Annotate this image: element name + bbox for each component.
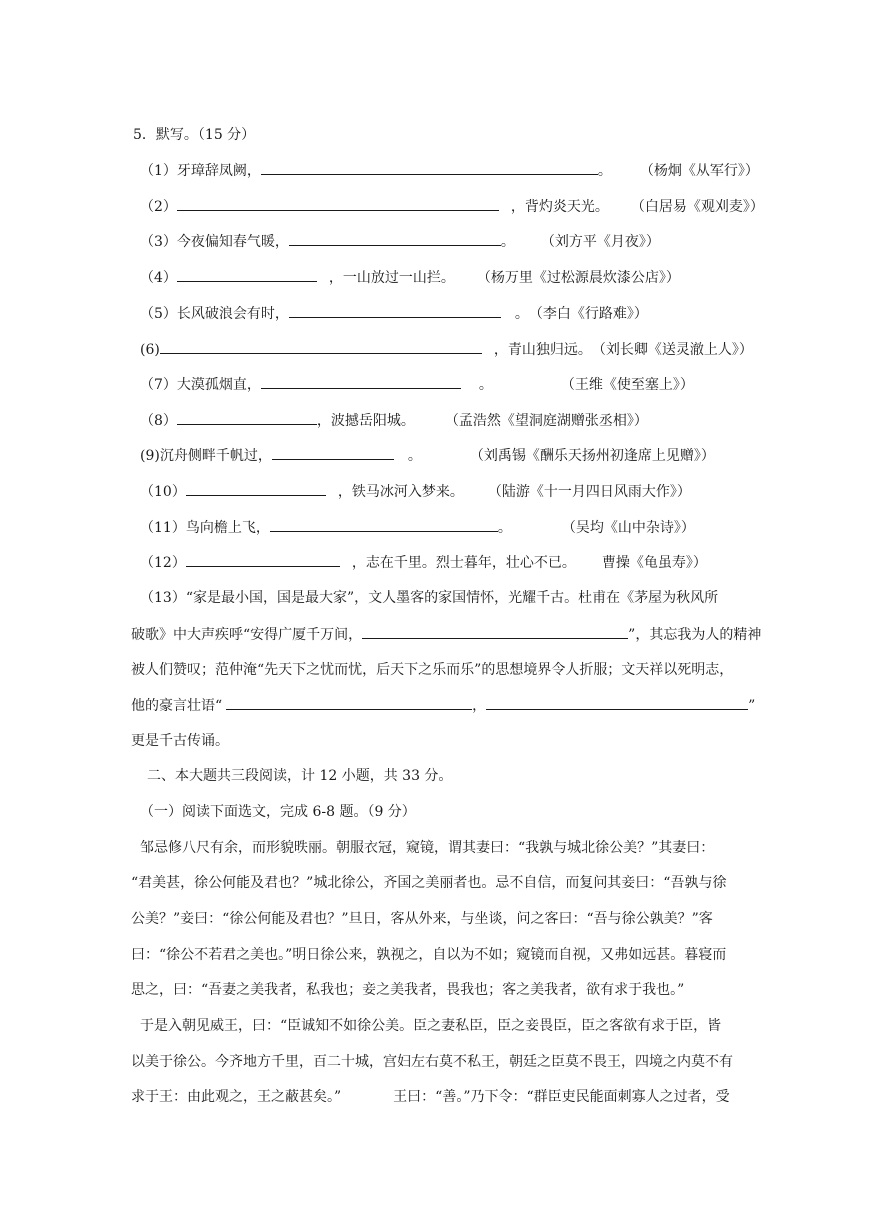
answer-blank[interactable] <box>270 518 498 532</box>
item-source: （白居易《观刈麦》） <box>630 199 764 215</box>
answer-blank[interactable] <box>177 197 499 211</box>
dictation-item-13-line-1: （13）“家是最小国，国是最大家”，文人墨客的家国情怀，光耀千古。杜甫在《茅屋为秋风所 <box>140 590 719 606</box>
passage-line: 公美？”妾曰：“徐公何能及君也？”旦日，客从外来，与坐谈，问之客曰：“吾与徐公孰美？”客 <box>131 911 713 927</box>
item-suffix: 。 <box>407 448 422 464</box>
dictation-item-5 <box>140 304 648 323</box>
item-suffix: 。 <box>478 377 493 393</box>
item-source: （刘禹锡《酬乐天扬州初逢席上见赠》） <box>469 448 715 464</box>
item-number: （8） <box>140 413 177 429</box>
item-source: （吴均《山中杂诗》） <box>561 520 695 536</box>
answer-blank[interactable] <box>186 482 326 496</box>
item-source: （杨万里《过松源晨炊漆公店》） <box>476 270 680 286</box>
answer-blank[interactable] <box>261 161 598 175</box>
item-number: (9) <box>140 448 160 464</box>
passage-line <box>131 839 714 857</box>
passage-text: 邹忌修八尺有余，而形貌昳丽。朝服衣冠，窥镜，谓其妻曰：“我孰与城北徐公美？”其妻曰： <box>140 840 715 856</box>
passage-text: 王曰：“善。”乃下令：“群臣吏民能面刺寡人之过者，受 <box>393 1089 730 1105</box>
item-number: （11） <box>140 520 186 536</box>
answer-blank[interactable] <box>177 411 317 425</box>
answer-blank[interactable] <box>226 696 472 710</box>
dictation-item-13-line-5: 更是千古传诵。 <box>131 733 229 749</box>
dictation-item-1 <box>140 161 759 180</box>
item-number: （5） <box>140 306 177 322</box>
passage-line: 于是入朝见威王，曰：“臣诚知不如徐公美。臣之妻私臣，臣之妾畏臣，臣之客欲有求于臣，皆 <box>140 1018 722 1034</box>
answer-blank[interactable] <box>177 268 317 282</box>
answer-blank[interactable] <box>272 446 394 460</box>
item-suffix: ，一山放过一山拦。 <box>328 270 455 286</box>
item-suffix: 。 <box>514 306 529 322</box>
dictation-item-8 <box>140 411 648 430</box>
item-source: （陆游《十一月四日风雨大作》） <box>487 484 691 500</box>
item-source: （王维《使至塞上》） <box>560 377 694 393</box>
item-suffix: ，波撼岳阳城。 <box>316 413 415 429</box>
item-source: （李白《行路难》） <box>528 306 648 322</box>
dictation-item-3 <box>140 232 660 251</box>
answer-blank[interactable] <box>289 232 501 246</box>
item-suffix: ”，其忘我为人的精神 <box>628 627 762 643</box>
item-prefix: 今夜偏知春气暖， <box>176 234 289 250</box>
item-number: （7） <box>140 377 177 393</box>
answer-blank[interactable] <box>261 375 461 389</box>
answer-blank[interactable] <box>486 696 748 710</box>
item-suffix: 。 <box>597 163 612 179</box>
dictation-item-11 <box>140 518 695 537</box>
item-number: （4） <box>140 270 177 286</box>
dictation-item-13-line-2 <box>131 625 761 644</box>
dictation-item-2 <box>140 197 764 216</box>
item-suffix: ” <box>748 698 756 714</box>
dictation-item-4 <box>140 268 680 287</box>
item-number: （1） <box>140 163 177 179</box>
section-2-heading: 二、本大题共三段阅读，计 12 小题，共 33 分。 <box>147 768 453 784</box>
item-suffix: 。 <box>497 520 512 536</box>
answer-blank[interactable] <box>160 340 482 354</box>
dictation-item-13-line-4 <box>131 696 755 715</box>
reading-1-instructions: （一）阅读下面选文，完成 6-8 题。（9 分） <box>140 804 416 820</box>
item-prefix: 大漠孤烟直， <box>176 377 261 393</box>
item-suffix: 。 <box>500 234 515 250</box>
passage-text: 求于王：由此观之，王之蔽甚矣。” <box>131 1089 342 1105</box>
item-number: （2） <box>140 199 177 215</box>
item-suffix: ，背灼炎天光。 <box>510 199 609 215</box>
dictation-item-13-line-3: 被人们赞叹；范仲淹“先天下之忧而忧，后天下之乐而乐”的思想境界令人折服；文天祥以死明志， <box>131 662 734 678</box>
item-prefix: 鸟向檐上飞， <box>185 520 270 536</box>
dictation-item-10 <box>140 482 691 501</box>
item-source: （刘长卿《送灵澈上人》） <box>591 342 753 358</box>
passage-line: 曰：“徐公不若君之美也。”明日徐公来，孰视之，自以为不如；窥镜而自视，又弗如远甚。暮寝而 <box>131 947 727 963</box>
answer-blank[interactable] <box>362 625 628 639</box>
dictation-item-9 <box>140 446 715 465</box>
item-mid: ， <box>472 698 487 714</box>
answer-blank[interactable] <box>289 304 501 318</box>
item-source: （杨炯《从军行》） <box>639 163 759 179</box>
passage-line: “君美甚，徐公何能及君也？”城北徐公，齐国之美丽者也。忌不自信，而复问其妾曰：“吾孰与徐 <box>131 875 727 891</box>
item-source: （刘方平《月夜》） <box>540 234 660 250</box>
item-number: （10） <box>140 484 186 500</box>
item-source: 曹操《龟虽寿》） <box>601 555 707 571</box>
item-prefix: 长风破浪会有时， <box>176 306 289 322</box>
item-source: （孟浩然《望洞庭湖赠张丞相》） <box>444 413 648 429</box>
item-prefix: 他的豪言壮语“ <box>131 698 223 714</box>
dictation-item-7 <box>140 375 694 394</box>
item-number: （3） <box>140 234 177 250</box>
item-number: (6) <box>140 342 160 358</box>
item-prefix: 破歌》中大声疾呼“安得广厦千万间， <box>131 627 363 643</box>
item-suffix: ，志在千里。烈士暮年，壮心不已。 <box>351 555 576 571</box>
item-suffix: ，铁马冰河入梦来。 <box>337 484 464 500</box>
item-suffix: ，青山独归远。 <box>493 342 592 358</box>
passage-line <box>131 1088 730 1106</box>
answer-blank[interactable] <box>186 553 340 567</box>
passage-line: 思之，曰：“吾妻之美我者，私我也；妾之美我者，畏我也；客之美我者，欲有求于我也。” <box>131 982 685 998</box>
item-prefix: 牙璋辞凤阙， <box>176 163 261 179</box>
question-5-heading: 5．默写。（15 分） <box>133 127 256 143</box>
dictation-item-12 <box>140 553 707 572</box>
dictation-item-6 <box>140 340 753 359</box>
passage-line: 以美于徐公。今齐地方千里，百二十城，宫妇左右莫不私王，朝廷之臣莫不畏王，四境之内莫不有 <box>131 1054 733 1070</box>
item-number: （12） <box>140 555 186 571</box>
item-prefix: 沉舟侧畔千帆过， <box>159 448 272 464</box>
